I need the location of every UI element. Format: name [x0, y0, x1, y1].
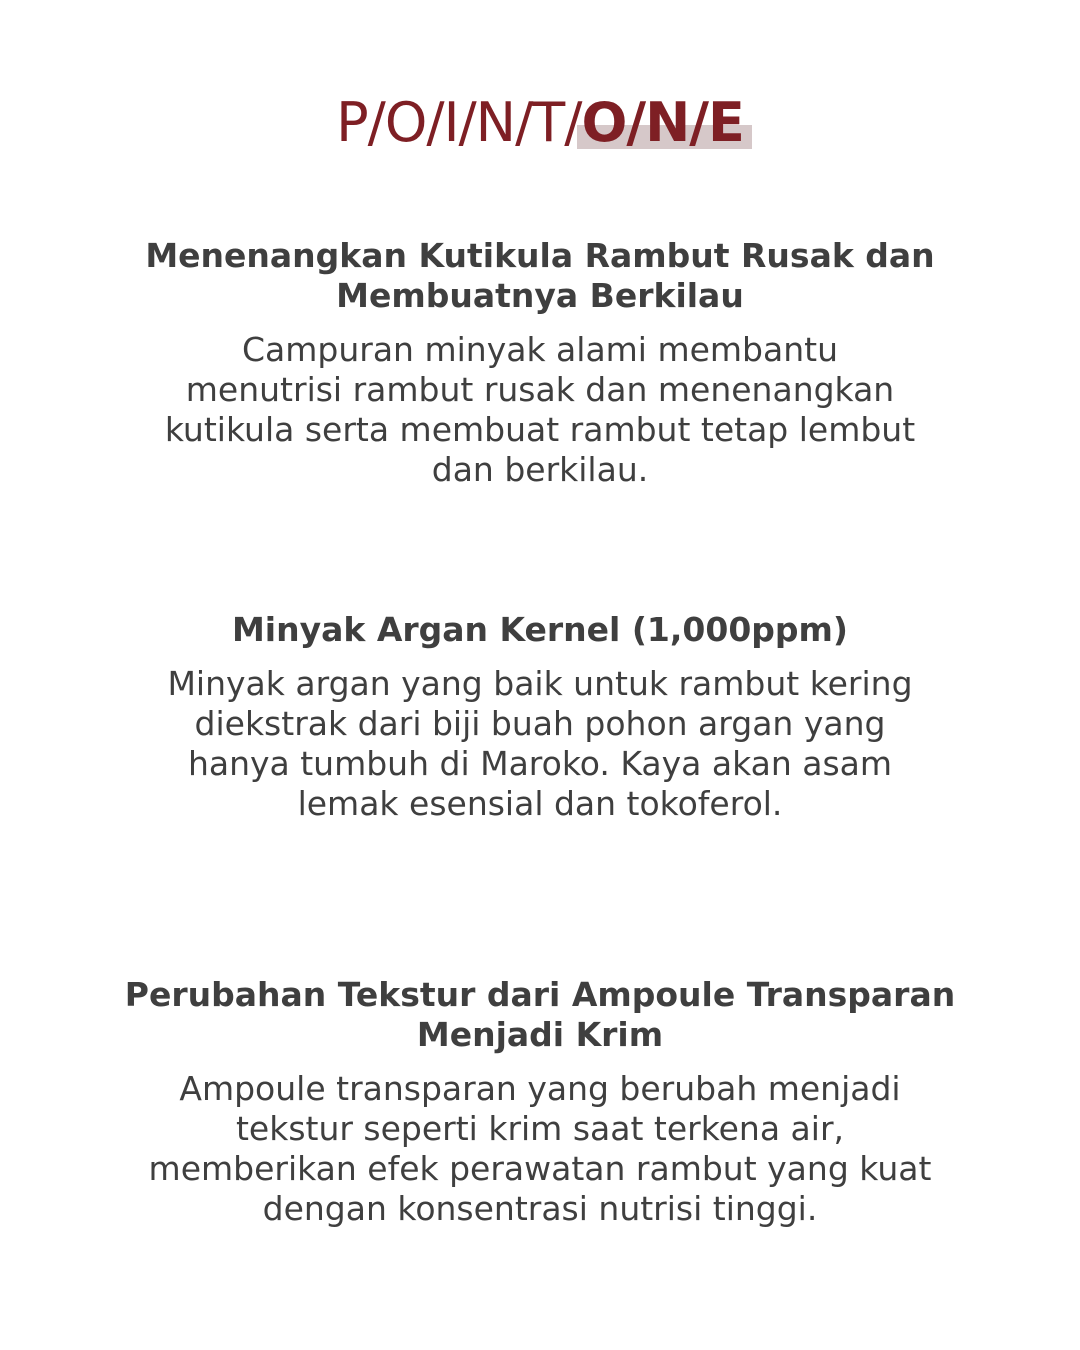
point-heading: Minyak Argan Kernel (1,000ppm)	[231, 610, 849, 649]
page-title	[336, 92, 744, 154]
point-body: Ampoule transparan yang berubah menjadi tekstur seperti krim saat terkena air, memberikan efek perawatan rambut yang kuat dengan konsentrasi nutrisi tinggi.	[148, 1069, 932, 1228]
title-bold-part: O/N/E	[581, 91, 744, 154]
title-light-part: P/O/I/N/T/	[336, 91, 582, 154]
page-title-wrap	[0, 92, 1080, 154]
point-section-2	[120, 610, 960, 824]
point-section-1	[120, 236, 960, 490]
point-section-3	[120, 975, 960, 1229]
point-body: Minyak argan yang baik untuk rambut kering diekstrak dari biji buah pohon argan yang hanya tumbuh di Maroko. Kaya akan asam lemak esensial dan tokoferol.	[167, 664, 913, 823]
point-heading: Perubahan Tekstur dari Ampoule Transparan Menjadi Krim	[124, 975, 956, 1054]
point-body: Campuran minyak alami membantu menutrisi rambut rusak dan menenangkan kutikula serta membuat rambut tetap lembut dan berkilau.	[164, 330, 916, 489]
point-heading: Menenangkan Kutikula Rambut Rusak dan Membuatnya Berkilau	[145, 236, 935, 315]
